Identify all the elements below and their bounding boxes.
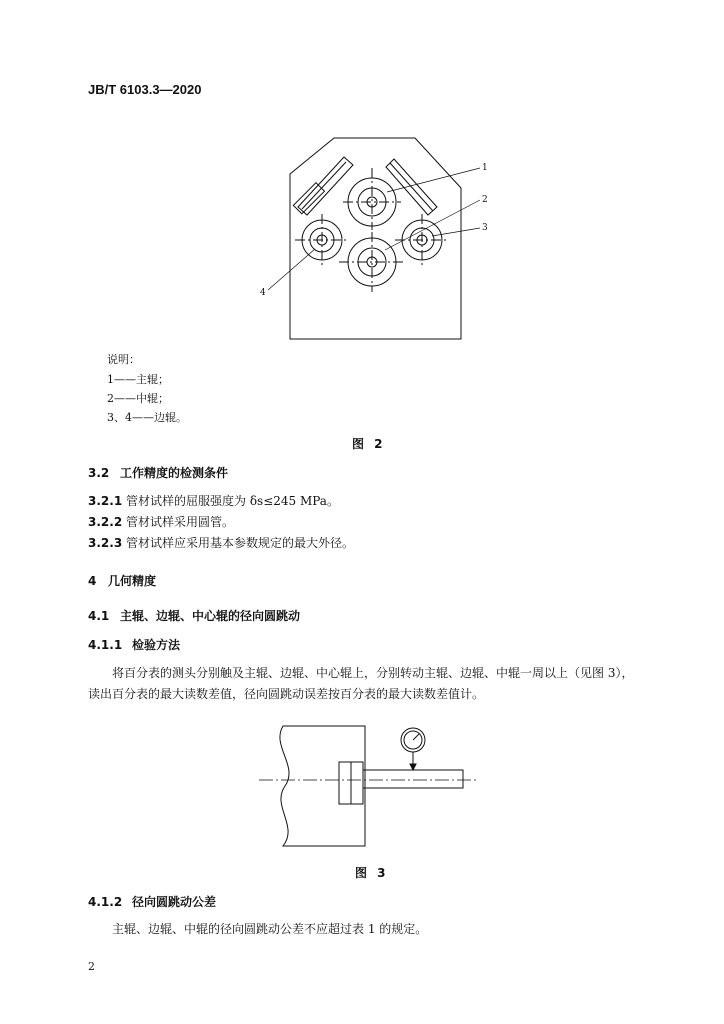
item-number: 3.2.3 [88, 536, 123, 550]
section-4-1-2-heading [88, 893, 216, 910]
figure-2-caption: 图 2 [352, 437, 383, 451]
callout-1: 1 [482, 163, 488, 173]
section-title: 检验方法 [132, 638, 181, 652]
item-3-2-1 [88, 492, 339, 509]
section-4-heading [88, 572, 156, 589]
callout-4: 4 [260, 288, 266, 298]
page-number: 2 [88, 960, 95, 973]
section-4-1-heading [88, 607, 300, 624]
gauge-probe-tip [410, 764, 416, 770]
item-text: 管材试样采用圆管。 [126, 515, 235, 529]
item-3-2-3 [88, 534, 354, 551]
machine-body [280, 726, 365, 846]
section-number: 4.1 [88, 609, 110, 623]
legend-item-3: 3、4——边辊。 [107, 411, 187, 424]
item-3-2-2 [88, 513, 234, 530]
section-number: 4.1.1 [88, 638, 123, 652]
roller-shaft [363, 770, 463, 788]
figure-3-diagram [255, 718, 480, 853]
paragraph-4-1-1-line-1: 将百分表的测头分别触及主辊、边辊、中心辊上，分别转动主辊、边辊、中辊一周以上（见图 3）， [112, 666, 634, 680]
section-3-2-heading [88, 464, 228, 481]
callout-2: 2 [482, 195, 488, 205]
section-number: 4.1.2 [88, 895, 123, 909]
legend-item-2: 2——中辊； [107, 392, 169, 405]
item-number: 3.2.2 [88, 515, 123, 529]
left-slanted-roller [298, 157, 353, 215]
figure-3-caption: 图 3 [355, 866, 386, 880]
section-4-1-1-heading [88, 636, 180, 653]
legend-item-1: 1——主辊； [107, 373, 169, 386]
doc-code-header: JB/T 6103.3—2020 [88, 82, 202, 97]
paragraph-4-1-2: 主辊、边辊、中辊的径向圆跳动公差不应超过表 1 的规定。 [112, 922, 428, 936]
item-text: 管材试样的屈服强度为 δs≤245 MPa。 [126, 494, 339, 508]
figure-2-diagram [255, 132, 495, 342]
section-title: 主辊、边辊、中心辊的径向圆跳动 [120, 609, 301, 623]
section-title: 工作精度的检测条件 [120, 466, 229, 480]
callout-3: 3 [482, 223, 488, 233]
legend-title: 说明： [107, 353, 140, 366]
paragraph-4-1-1-line-2: 读出百分表的最大读数差值，径向圆跳动误差按百分表的最大读数差值计。 [88, 687, 485, 701]
section-number: 4 [88, 574, 97, 588]
item-text: 管材试样应采用基本参数规定的最大外径。 [126, 536, 355, 550]
section-title: 几何精度 [108, 574, 157, 588]
section-number: 3.2 [88, 466, 110, 480]
item-number: 3.2.1 [88, 494, 123, 508]
section-title: 径向圆跳动公差 [132, 895, 217, 909]
